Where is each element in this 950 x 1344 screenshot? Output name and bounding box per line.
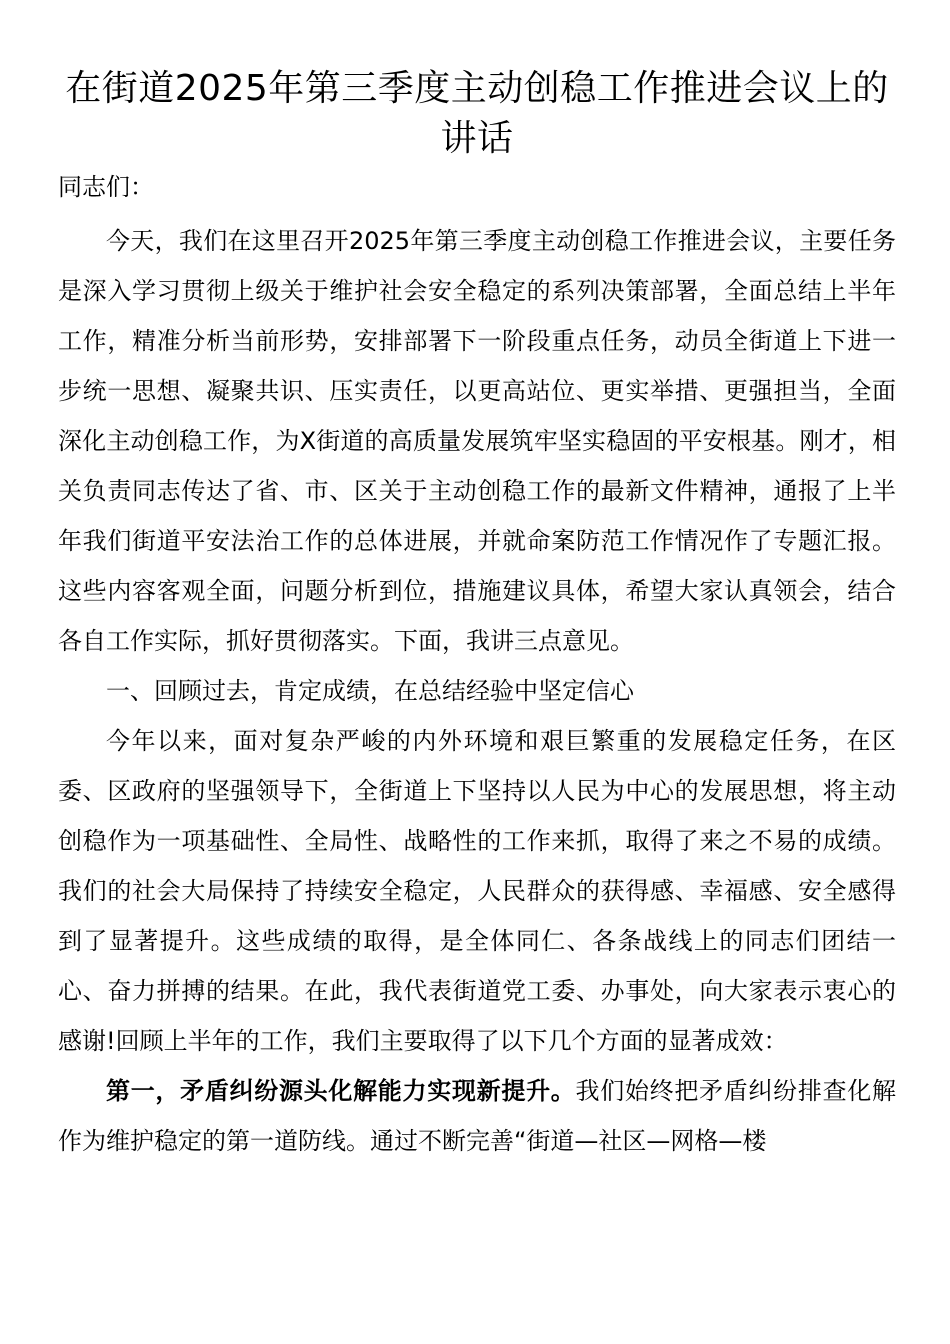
paragraph-intro: 今天，我们在这里召开2025年第三季度主动创稳工作推进会议，主要任务是深入学习贯彻上级关于维护社会安全稳定的系列决策部署，全面总结上半年工作，精准分析当前形势，安排部署下一阶段重点任务，动员全街道上下进一步统一思想、凝聚共识、压实责任，以更高站位、更实举措、更强担当，全面深化主动创稳工作，为X街道的高质量发展筑牢坚实稳固的平安根基。刚才，相关负责同志传达了省、市、区关于主动创稳工作的最新文件精神，通报了上半年我们街道平安法治工作的总体进展，并就命案防范工作情况作了专题汇报。这些内容客观全面，问题分析到位，措施建议具体，希望大家认真领会，结合各自工作实际，抓好贯彻落实。下面，我讲三点意见。 bbox=[58, 227, 896, 655]
point-1-heading: 第一，矛盾纠纷源头化解能力实现新提升。 bbox=[106, 1077, 576, 1105]
paragraph-point-1 bbox=[58, 1066, 896, 1166]
paragraph-review: 今年以来，面对复杂严峻的内外环境和艰巨繁重的发展稳定任务，在区委、区政府的坚强领导下，全街道上下坚持以人民为中心的发展思想，将主动创稳作为一项基础性、全局性、战略性的工作来抓，取得了来之不易的成绩。我们的社会大局保持了持续安全稳定，人民群众的获得感、幸福感、安全感得到了显著提升。这些成绩的取得，是全体同仁、各条战线上的同志们团结一心、奋力拼搏的结果。在此，我代表街道党工委、办事处，向大家表示衷心的感谢!回顾上半年的工作，我们主要取得了以下几个方面的显著成效： bbox=[58, 727, 896, 1055]
section-heading-1: 一、回顾过去，肯定成绩，在总结经验中坚定信心 bbox=[106, 677, 634, 705]
document-title: 在街道2025年第三季度主动创稳工作推进会议上的讲话 bbox=[65, 68, 889, 159]
point-1-text: 我们始终把矛盾纠纷排查化解作为维护稳定的第一道防线。通过不断完善“街道—社区—网格—楼 bbox=[58, 1077, 896, 1155]
salutation: 同志们： bbox=[58, 173, 154, 201]
document-page bbox=[58, 64, 896, 1166]
